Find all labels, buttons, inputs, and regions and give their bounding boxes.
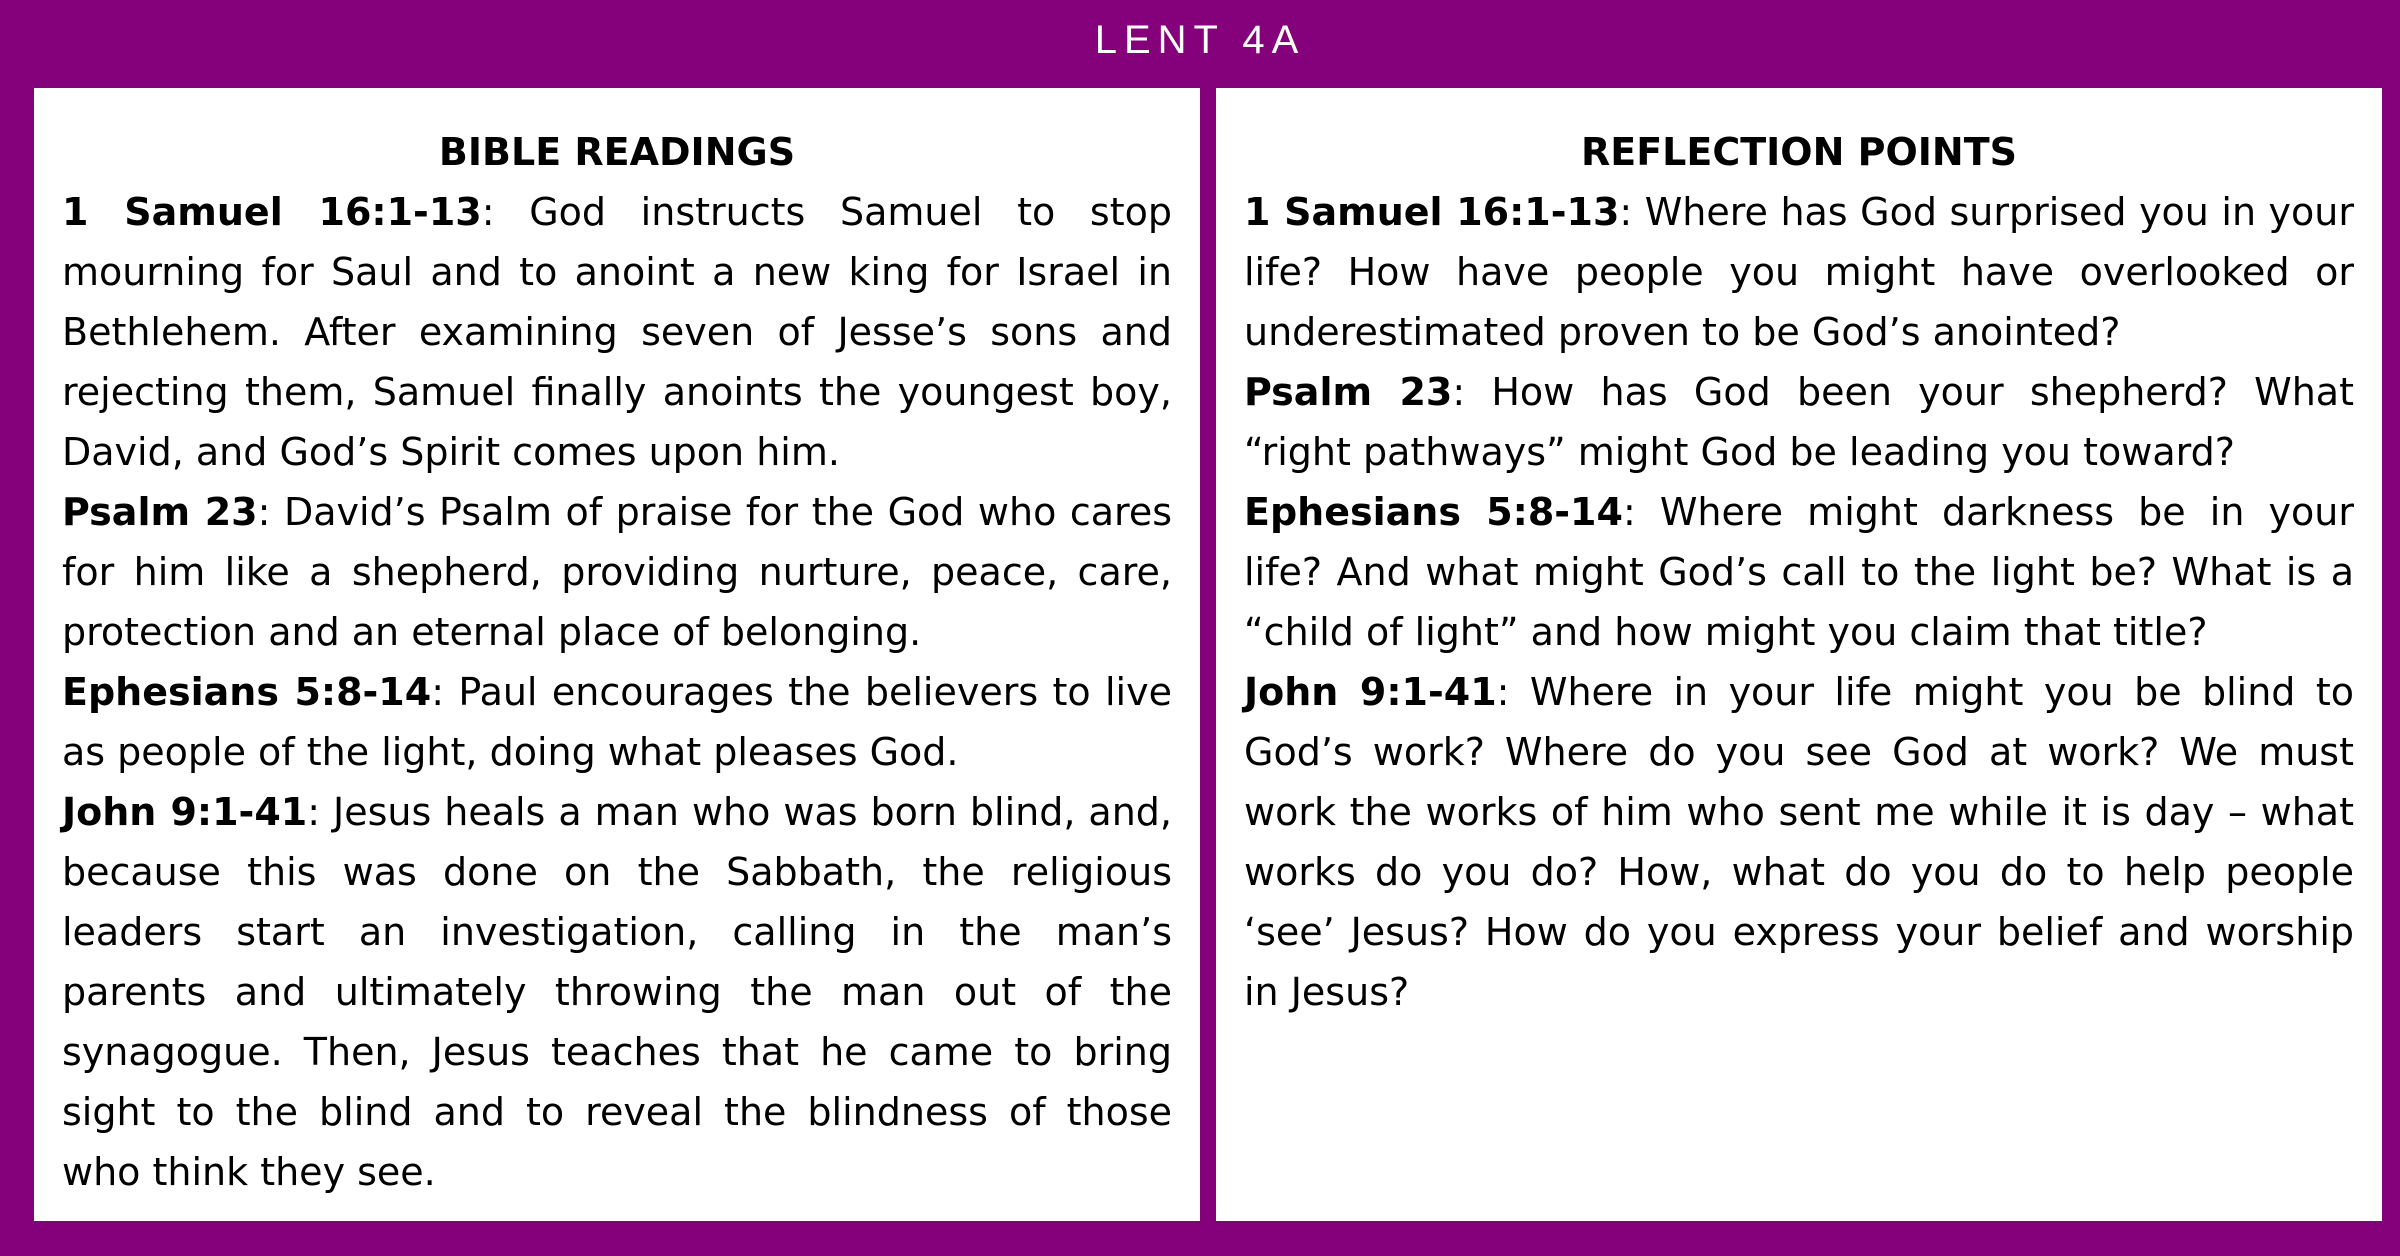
reading-text: : Jesus heals a man who was born blind, and, because this was done on the Sabbath, the religious leaders start an investigation, calling in the man’s parents and ultimately throwing the man out of the synagogue. Then, Jesus teaches that he came to bring sight to the blind and to reveal the blindness of those who think they see. <box>62 790 1172 1194</box>
reading-entry <box>62 662 1172 782</box>
reading-reference: John 9:1-41 <box>62 790 308 834</box>
reflection-text: : Where has God surprised you in your life? How have people you might have overlooked or underestimated proven to be God’s anointed? <box>1244 190 2355 354</box>
reading-entry <box>62 782 1172 1202</box>
reading-reference: Psalm 23 <box>62 490 258 534</box>
reading-text: : David’s Psalm of praise for the God who cares for him like a shepherd, providing nurture, peace, care, protection and an eternal place of belonging. <box>62 490 1172 654</box>
reflection-points-panel <box>1216 88 2382 1221</box>
reflection-reference: 1 Samuel 16:1-13 <box>1244 190 1620 234</box>
reading-entry <box>62 482 1172 662</box>
reflection-entry <box>1244 662 2354 1022</box>
bible-readings-heading: BIBLE READINGS <box>438 130 796 174</box>
reflection-text: : Where in your life might you be blind to God’s work? Where do you see God at work? We must work the works of him who sent me while it is day – what works do you do? How, what do you do to help people ‘see’ Jesus? How do you express your belief and worship in Jesus? <box>1244 670 2355 1014</box>
reflection-reference: Psalm 23 <box>1244 370 1453 414</box>
reading-text: : Paul encourages the believers to live as people of the light, doing what pleases God. <box>62 670 1172 774</box>
reading-reference: 1 Samuel 16:1-13 <box>62 190 482 234</box>
reflection-text: : Where might darkness be in your life? And what might God’s call to the light be? What is a “child of light” and how might you claim that title? <box>1244 490 2354 654</box>
reflection-entry <box>1244 182 2354 362</box>
reflection-reference: Ephesians 5:8-14 <box>1244 490 1623 534</box>
page-title: LENT 4A <box>1094 18 1306 62</box>
reflection-entry <box>1244 362 2354 482</box>
reading-text: : God instructs Samuel to stop mourning for Saul and to anoint a new king for Israel in Bethlehem. After examining seven of Jesse’s sons and rejecting them, Samuel finally anoints the youngest boy, David, and God’s Spirit comes upon him. <box>62 190 1172 474</box>
reading-reference: Ephesians 5:8-14 <box>62 670 432 714</box>
reflection-points-heading: REFLECTION POINTS <box>1580 130 2018 174</box>
bible-readings-panel <box>34 88 1200 1221</box>
reflection-text: : How has God been your shepherd? What “right pathways” might God be leading you toward? <box>1244 370 2354 474</box>
reflection-entry <box>1244 482 2354 662</box>
reflection-reference: John 9:1-41 <box>1244 670 1497 714</box>
reading-entry <box>62 182 1172 482</box>
